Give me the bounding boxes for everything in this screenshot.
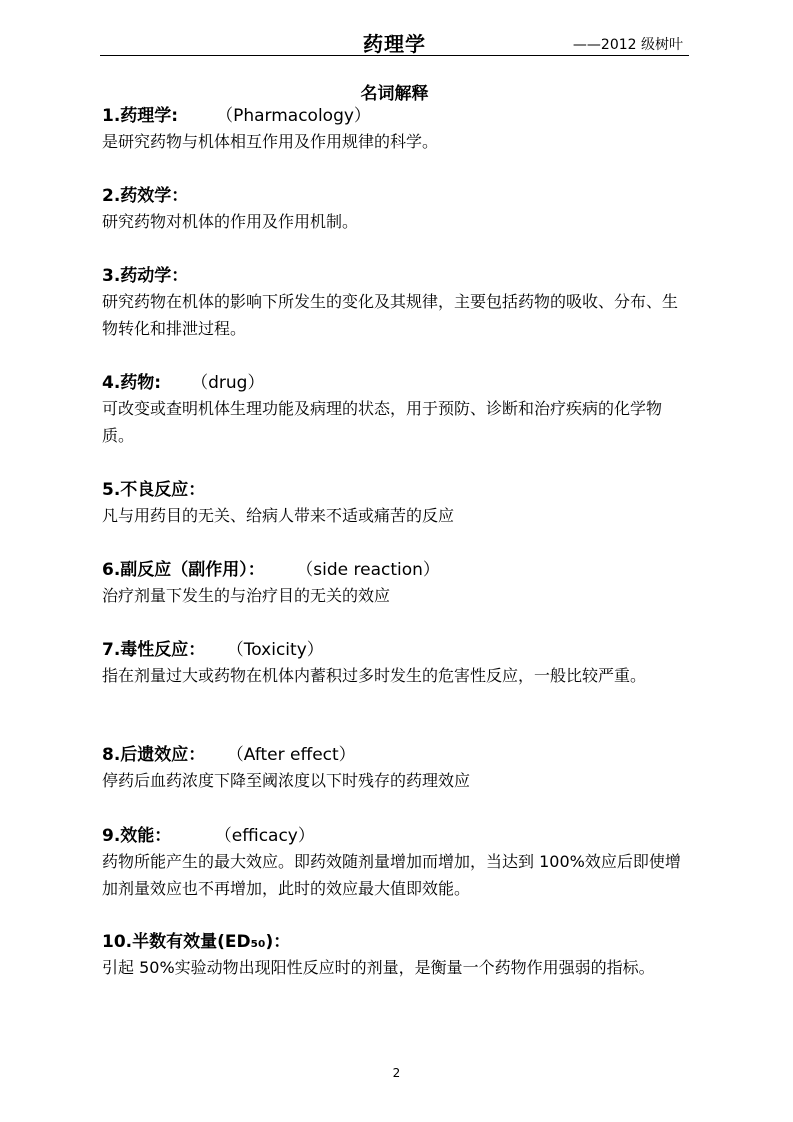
- term-name: 6.副反应（副作用）：: [102, 560, 265, 580]
- term-name: 8.后遗效应：: [102, 745, 206, 765]
- term-name: 7.毒性反应：: [102, 640, 206, 660]
- term-definition: 指在剂量过大或药物在机体内蓄积过多时发生的危害性反应，一般比较严重。: [102, 666, 647, 685]
- term-heading: [102, 638, 692, 662]
- term-name: 5.不良反应：: [102, 480, 206, 500]
- term-heading: [102, 824, 692, 848]
- term-english: （drug）: [191, 373, 265, 393]
- term-name: 10.半数有效量(ED₅₀)：: [102, 932, 291, 952]
- term-english: （efficacy）: [223, 826, 315, 846]
- glossary-entry: [102, 743, 692, 794]
- page-header: [100, 24, 689, 56]
- term-definition: 凡与用药目的无关、给病人带来不适或痛苦的反应: [102, 506, 455, 525]
- term-name: 9.效能：: [102, 826, 172, 846]
- term-definition: 停药后血药浓度下降至阈浓度以下时残存的药理效应: [102, 771, 471, 790]
- document-title: 药理学: [363, 32, 426, 56]
- term-heading: [102, 478, 692, 502]
- term-definition: 药物所能产生的最大效应。即药效随剂量增加而增加，当达到 100%效应后即使增加剂量效应也不再增加，此时的效应最大值即效能。: [102, 852, 681, 898]
- term-definition: 研究药物在机体的影响下所发生的变化及其规律，主要包括药物的吸收、分布、生物转化和排泄过程。: [102, 292, 679, 338]
- term-name: 4.药物:: [102, 373, 162, 393]
- glossary-entry: [102, 478, 692, 529]
- term-english: （side reaction）: [304, 560, 440, 580]
- term-name: 2.药效学：: [102, 186, 189, 206]
- class-label: ——2012 级树叶: [572, 37, 683, 53]
- term-name: 3.药动学：: [102, 266, 189, 286]
- glossary-entry: [102, 638, 692, 689]
- term-heading: [102, 104, 692, 128]
- glossary-entry: [102, 930, 692, 981]
- glossary-entry: [102, 824, 692, 902]
- term-definition: 可改变或查明机体生理功能及病理的状态，用于预防、诊断和治疗疾病的化学物质。: [102, 399, 663, 445]
- term-english: （After effect）: [235, 745, 356, 765]
- term-definition: 治疗剂量下发生的与治疗目的无关的效应: [102, 586, 391, 605]
- term-heading: [102, 371, 692, 395]
- term-heading: [102, 930, 692, 954]
- term-definition: 是研究药物与机体相互作用及作用规律的科学。: [102, 132, 439, 151]
- term-heading: [102, 264, 692, 288]
- term-english: （Toxicity）: [235, 640, 324, 660]
- term-heading: [102, 184, 692, 208]
- term-heading: [102, 743, 692, 767]
- term-name: 1.药理学:: [102, 106, 179, 126]
- glossary-entry: [102, 558, 692, 609]
- term-heading: [102, 558, 692, 582]
- glossary-entry: [102, 104, 692, 155]
- term-definition: 研究药物对机体的作用及作用机制。: [102, 212, 359, 231]
- glossary-entry: [102, 371, 692, 449]
- term-english: （Pharmacology）: [216, 106, 371, 126]
- page-number: 2: [392, 1066, 401, 1080]
- glossary-entry: [102, 264, 692, 342]
- section-title: 名词解释: [360, 84, 429, 104]
- glossary-entry: [102, 184, 692, 235]
- term-definition: 引起 50%实验动物出现阳性反应时的剂量，是衡量一个药物作用强弱的指标。: [102, 958, 655, 977]
